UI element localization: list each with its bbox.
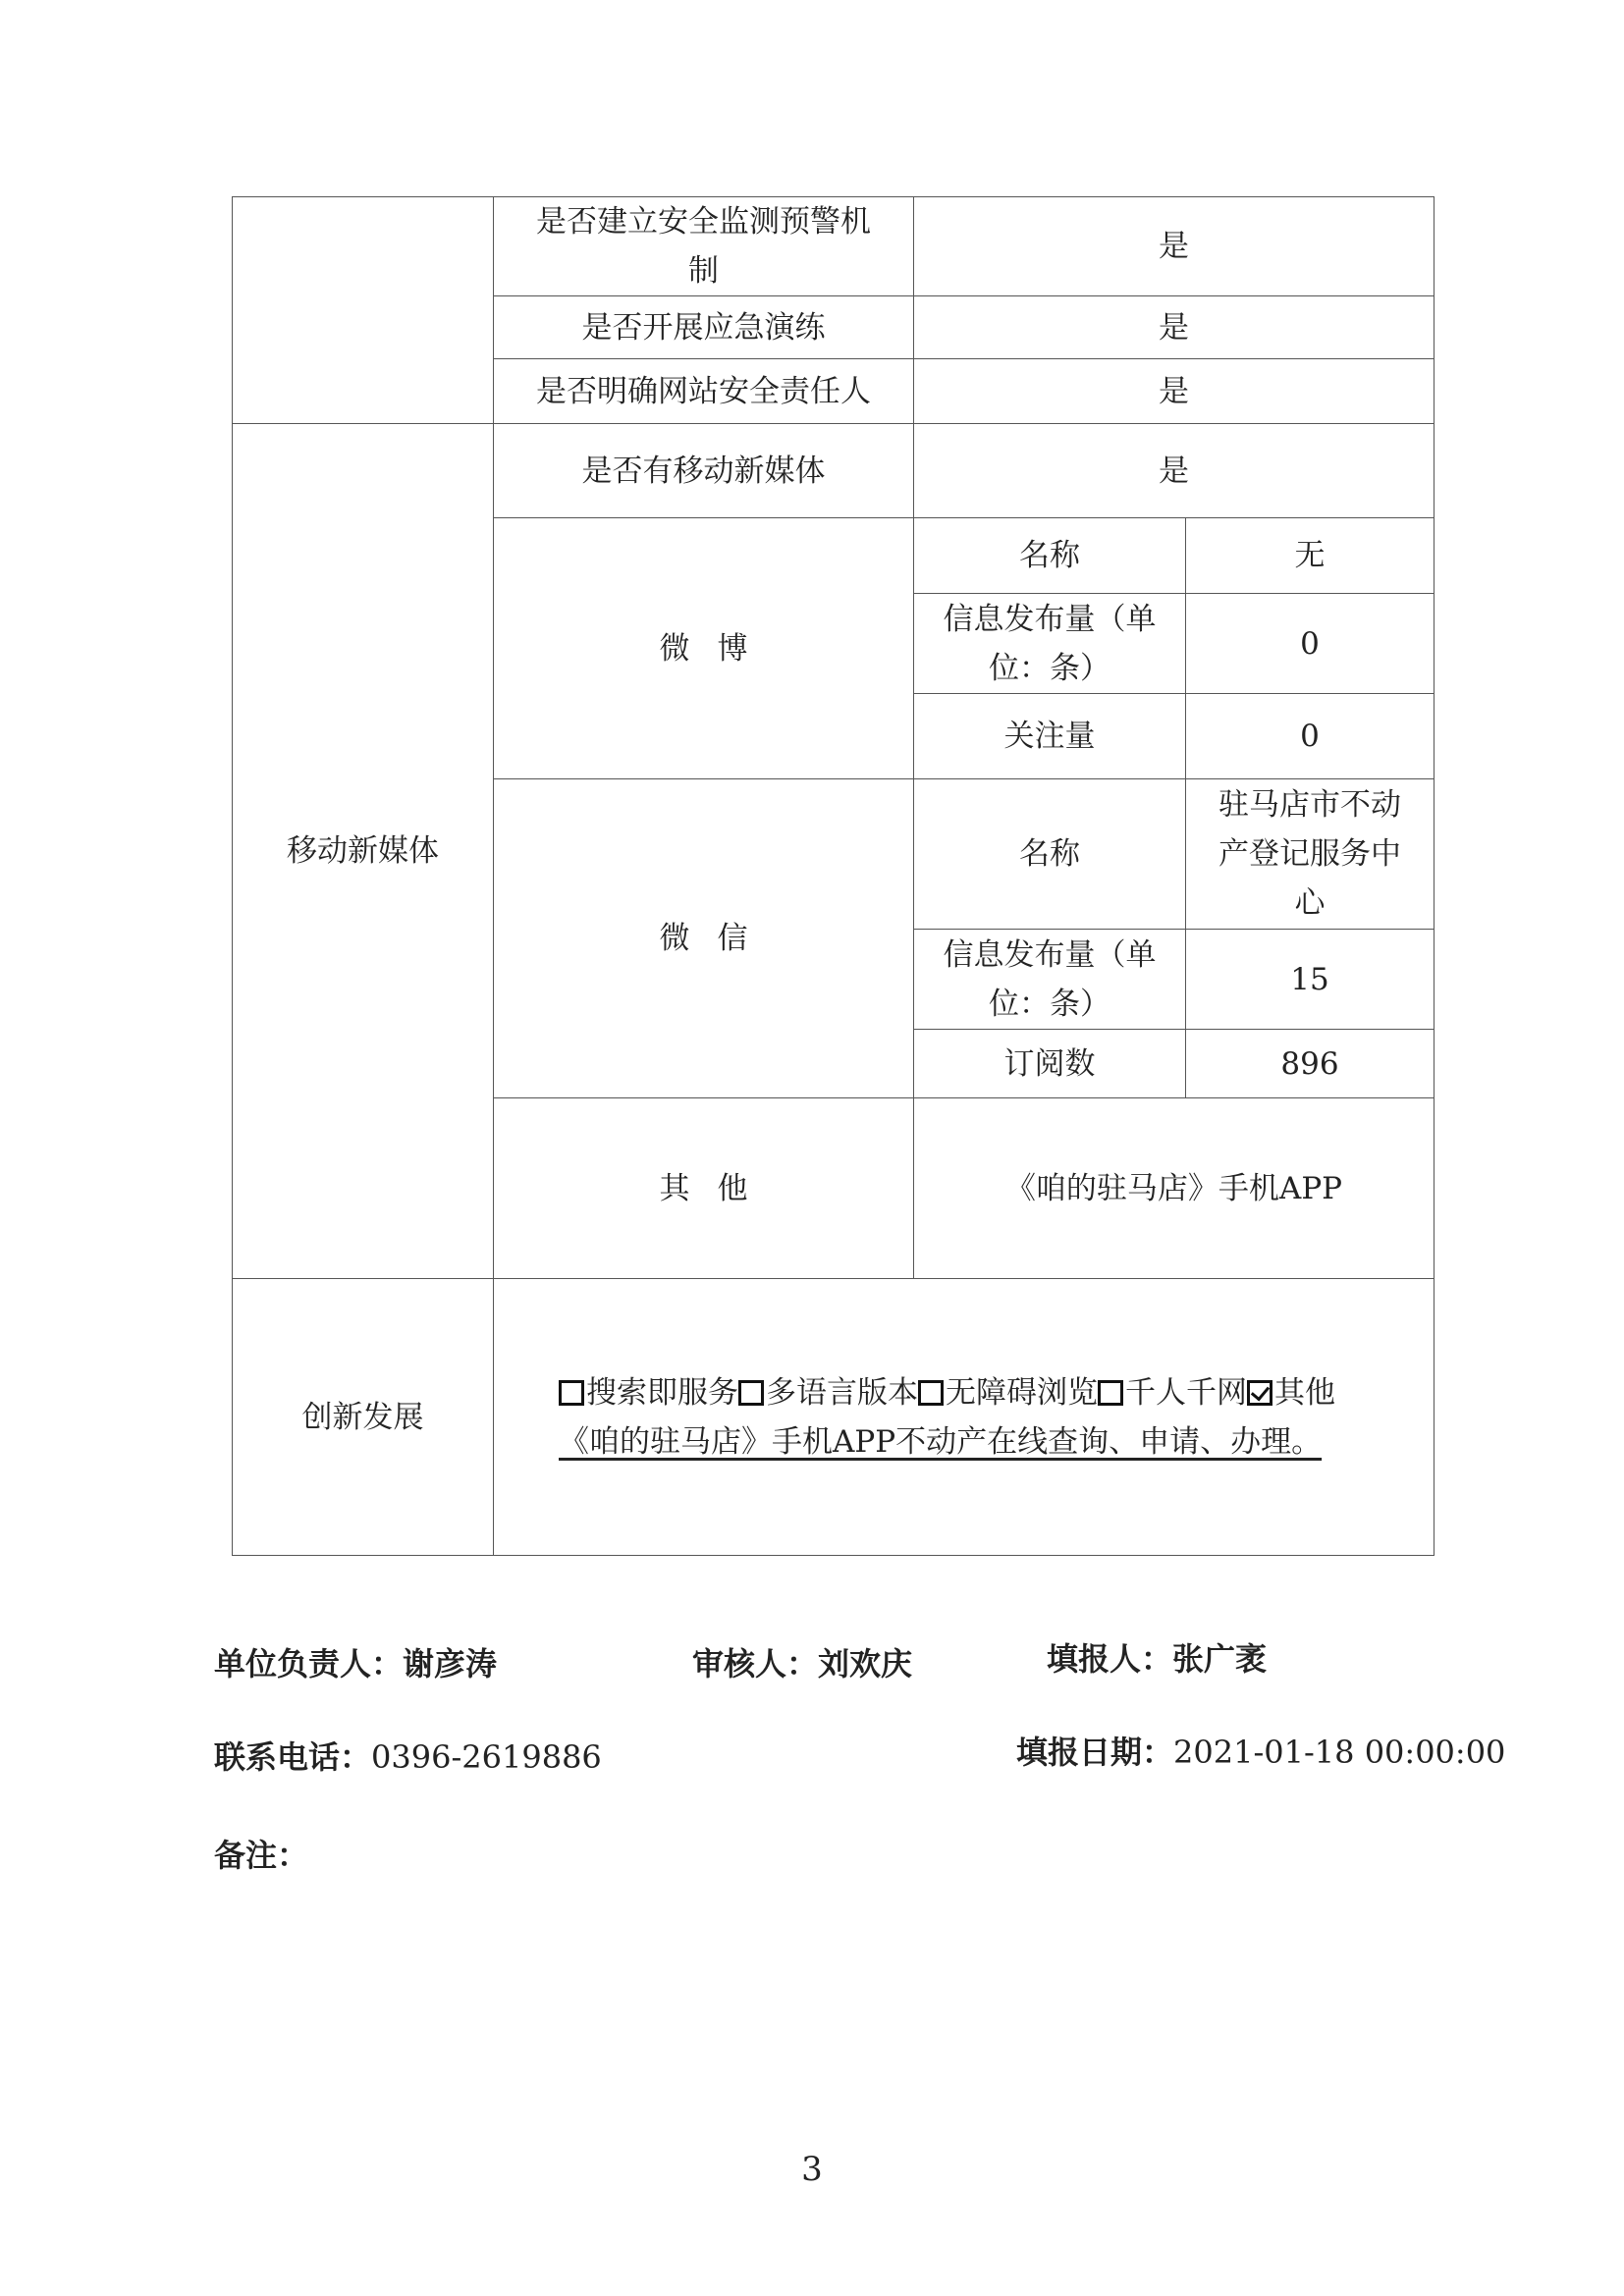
filler: 填报人：张广袤 (1047, 1640, 1268, 1678)
contact-phone: 联系电话：0396-2619886 (214, 1738, 602, 1776)
checkbox-icon[interactable] (738, 1380, 764, 1406)
other-value: 《咱的驻马店》手机APP (914, 1098, 1435, 1279)
security-item-label: 是否明确网站安全责任人 (494, 359, 914, 424)
option-other[interactable]: 其他 (1247, 1375, 1335, 1411)
report-table (232, 196, 1435, 1556)
mobile-section-label: 移动新媒体 (233, 424, 494, 1279)
wechat-name-value: 驻马店市不动产登记服务中心 (1186, 779, 1435, 930)
remarks-label: 备注： (214, 1837, 309, 1874)
weibo-label: 微博 (494, 518, 914, 779)
weibo-posts-value: 0 (1186, 594, 1435, 694)
wechat-label: 微信 (494, 779, 914, 1098)
option-multilingual[interactable]: 多语言版本 (738, 1375, 918, 1411)
unit-head: 单位负责人：谢彦涛 (214, 1645, 498, 1682)
reviewer: 审核人：刘欢庆 (692, 1645, 913, 1682)
weibo-followers-label: 关注量 (914, 694, 1186, 779)
security-item-value: 是 (914, 296, 1435, 359)
innovation-content (494, 1279, 1435, 1556)
wechat-subscribers-value: 896 (1186, 1030, 1435, 1098)
innovation-other-text: 《咱的驻马店》手机APP不动产在线查询、申请、办理。 (559, 1423, 1323, 1460)
weibo-followers-value: 0 (1186, 694, 1435, 779)
innovation-section-label: 创新发展 (233, 1279, 494, 1556)
checkbox-icon[interactable] (1098, 1380, 1123, 1406)
wechat-subscribers-label: 订阅数 (914, 1030, 1186, 1098)
security-item-label: 是否建立安全监测预警机制 (494, 197, 914, 296)
page-number: 3 (801, 2150, 823, 2189)
has-mobile-value: 是 (914, 424, 1435, 518)
checkbox-icon[interactable] (559, 1380, 584, 1406)
has-mobile-label: 是否有移动新媒体 (494, 424, 914, 518)
option-accessibility[interactable]: 无障碍浏览 (918, 1375, 1098, 1411)
security-item-value: 是 (914, 197, 1435, 296)
weibo-name-value: 无 (1186, 518, 1435, 594)
security-section-cell (233, 197, 494, 424)
wechat-name-label: 名称 (914, 779, 1186, 930)
fill-date: 填报日期：2021-01-18 00:00:00 (1016, 1734, 1506, 1771)
checkbox-icon[interactable] (918, 1380, 944, 1406)
innovation-options (559, 1368, 1416, 1417)
other-label: 其他 (494, 1098, 914, 1279)
wechat-posts-value: 15 (1186, 930, 1435, 1030)
option-search-as-service[interactable]: 搜索即服务 (559, 1375, 738, 1411)
weibo-name-label: 名称 (914, 518, 1186, 594)
checkbox-checked-icon[interactable] (1247, 1380, 1272, 1406)
option-personalized[interactable]: 千人千网 (1098, 1375, 1247, 1411)
security-item-label: 是否开展应急演练 (494, 296, 914, 359)
wechat-posts-label: 信息发布量（单位：条） (914, 930, 1186, 1030)
security-item-value: 是 (914, 359, 1435, 424)
weibo-posts-label: 信息发布量（单位：条） (914, 594, 1186, 694)
